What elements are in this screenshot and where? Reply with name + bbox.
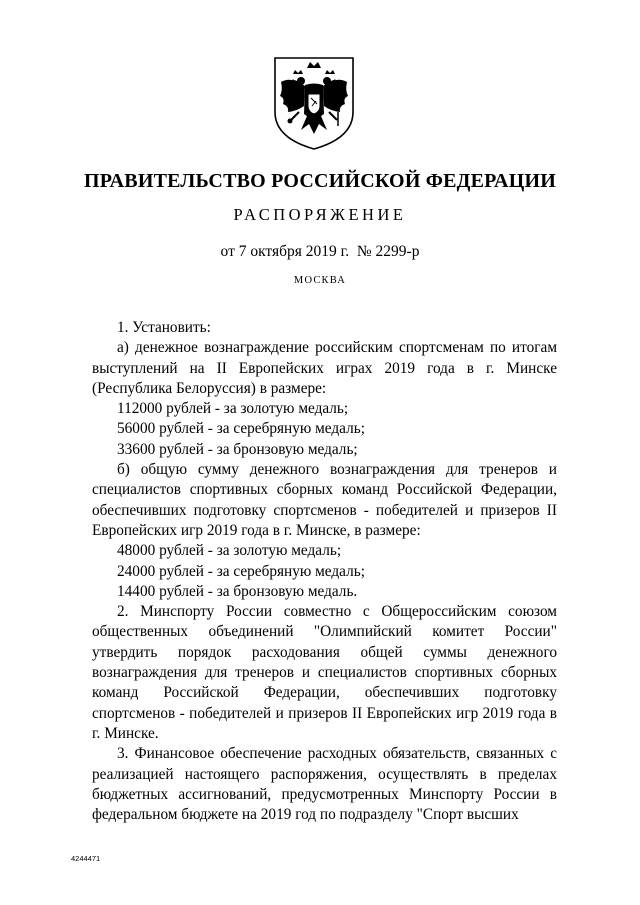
document-city: МОСКВА — [293, 275, 347, 286]
paragraph-gold-coaches: 48000 рублей - за золотую медаль; — [117, 542, 342, 560]
paragraph-silver-athletes: 56000 рублей - за серебряную медаль; — [117, 420, 365, 438]
paragraph-2b: б) общую сумму денежного вознаграждения для тренеров и специалистов спортивных сборных команд Российской Федерации, обеспечивших подготовку спортсменов - победителей и призеров II Европейских игр 2019 года в г. Минске, в размере: — [92, 461, 557, 539]
paragraph-gold-athletes: 112000 рублей - за золотую медаль; — [117, 400, 349, 418]
document-type: РАСПОРЯЖЕНИЕ — [233, 205, 407, 224]
paragraph-bronze-athletes: 33600 рублей - за бронзовую медаль; — [117, 440, 358, 458]
paragraph-bronze-coaches: 14400 рублей - за бронзовую медаль. — [117, 582, 358, 600]
government-title: ПРАВИТЕЛЬСТВО РОССИЙСКОЙ ФЕДЕРАЦИИ — [84, 170, 556, 192]
paragraph-3: 3. Финансовое обеспечение расходных обязательств, связанных с реализацией настоящего распоряжения, осуществлять в пределах бюджетных ассигнований, предусмотренных Минспорту России в федеральном бюджете на 2019 год по подразделу "Спорт высших — [92, 745, 557, 824]
document-date-number: от 7 октября 2019 г. № 2299-р — [220, 243, 420, 260]
paragraph-silver-coaches: 24000 рублей - за серебряную медаль; — [117, 562, 365, 580]
paragraph-2: 2. Минспорту России совместно с Общероссийским союзом общественных объединений "Олимпийский комитет России" утвердить порядок расходования общей суммы денежного вознаграждения для тренеров и специалистов спортивных сборных команд Российской Федерации, обеспечивших подготовку спортсменов - победителей и призеров II Европейских игр 2019 года в г. Минске. — [92, 603, 557, 742]
paragraph-1: 1. Установить: — [117, 319, 211, 336]
coat-of-arms-icon — [271, 54, 357, 152]
document-body — [92, 318, 557, 825]
document-id: 4244471 — [71, 854, 101, 863]
paragraph-2a: а) денежное вознаграждение российским спортсменам по итогам выступлений на II Европейских играх 2019 года в г. Минске (Республика Белоруссия) в размере: — [92, 339, 557, 397]
